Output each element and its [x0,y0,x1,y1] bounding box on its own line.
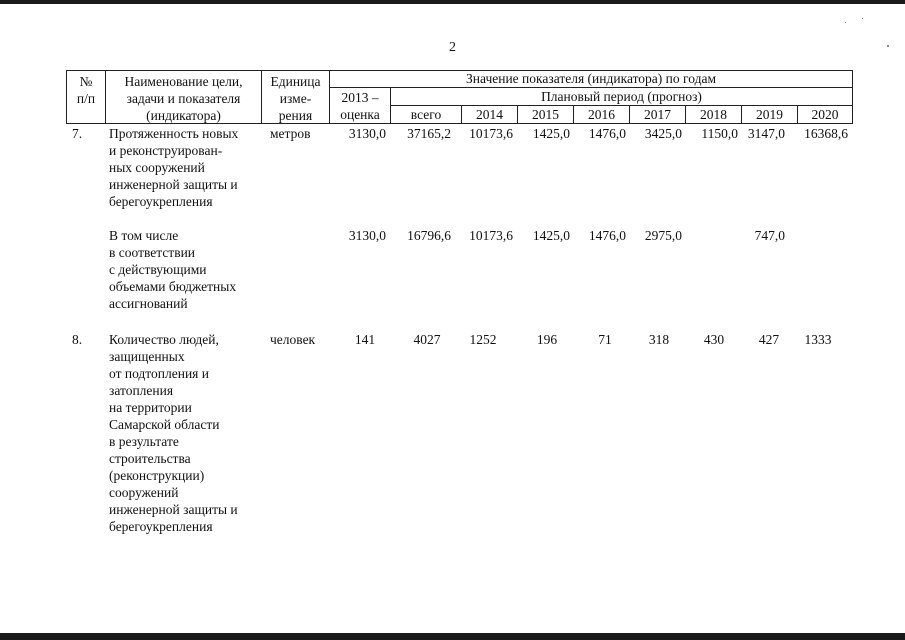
header-estimate: 2013 – оценка [329,87,391,124]
scan-speck [845,22,846,23]
row-name: Количество людей, защищенных от подтопления и затопления на территории Самарской области в результате строительства (реконструкции) сооружений инженерной защиты и берегоукрепления [109,332,238,534]
scan-speck [862,18,863,19]
row-value-2014: 10173,6 [469,228,513,243]
row-total: 16796,6 [407,228,451,243]
row-value-2019: 427 [758,332,780,347]
row-estimate: 3130,0 [348,228,386,243]
row-value-2018: 430 [703,332,725,347]
table-header [66,70,853,124]
row-value-2014: 10173,6 [469,126,513,141]
row-value-2015: 1425,0 [532,228,570,243]
header-year-2015: 2015 [517,105,574,124]
row-num: 7. [72,126,83,141]
row-value-2016: 71 [598,332,612,347]
scan-top-border [0,0,905,4]
row-value-2017: 2975,0 [644,228,682,243]
row-value-2018: 1150,0 [701,126,738,141]
row-name: В том числе в соответствии с действующими объемами бюджетных ассигнований [109,228,237,311]
header-total: всего [390,105,462,124]
row-value-2019: 3147,0 [747,126,785,141]
row-total: 37165,2 [407,126,451,141]
row-name: Протяженность новых и реконструирован- ных сооружений инженерной защиты и берегоукрепления [109,126,239,209]
header-year-2014: 2014 [461,105,518,124]
row-estimate: 141 [354,332,376,347]
row-unit: метров [270,126,311,141]
row-value-2017: 3425,0 [644,126,682,141]
scan-bottom-border [0,633,905,640]
header-year-2016: 2016 [573,105,630,124]
header-planned-period: Плановый период (прогноз) [390,87,853,106]
scan-speck [887,45,889,47]
row-value-2020: 1333 [804,332,832,347]
header-year-2017: 2017 [629,105,686,124]
row-value-2014: 1252 [469,332,497,347]
page-number: 2 [449,40,456,55]
row-value-2016: 1476,0 [588,228,626,243]
row-total: 4027 [413,332,441,347]
header-name: Наименование цели, задачи и показателя (индикатора) [105,70,262,124]
header-year-2020: 2020 [797,105,853,124]
row-value-2017: 318 [648,332,670,347]
header-year-2019: 2019 [741,105,798,124]
header-value-group: Значение показателя (индикатора) по годам [329,70,853,88]
row-value-2015: 1425,0 [532,126,570,141]
row-value-2020: 16368,6 [804,126,848,141]
row-unit: человек [270,332,316,347]
header-year-2018: 2018 [685,105,742,124]
row-value-2019: 747,0 [754,228,785,243]
row-estimate: 3130,0 [348,126,386,141]
row-value-2016: 1476,0 [588,126,626,141]
header-unit: Единица изме- рения [261,70,330,124]
header-num: № п/п [66,70,106,124]
row-value-2015: 196 [536,332,558,347]
row-num: 8. [72,332,83,347]
